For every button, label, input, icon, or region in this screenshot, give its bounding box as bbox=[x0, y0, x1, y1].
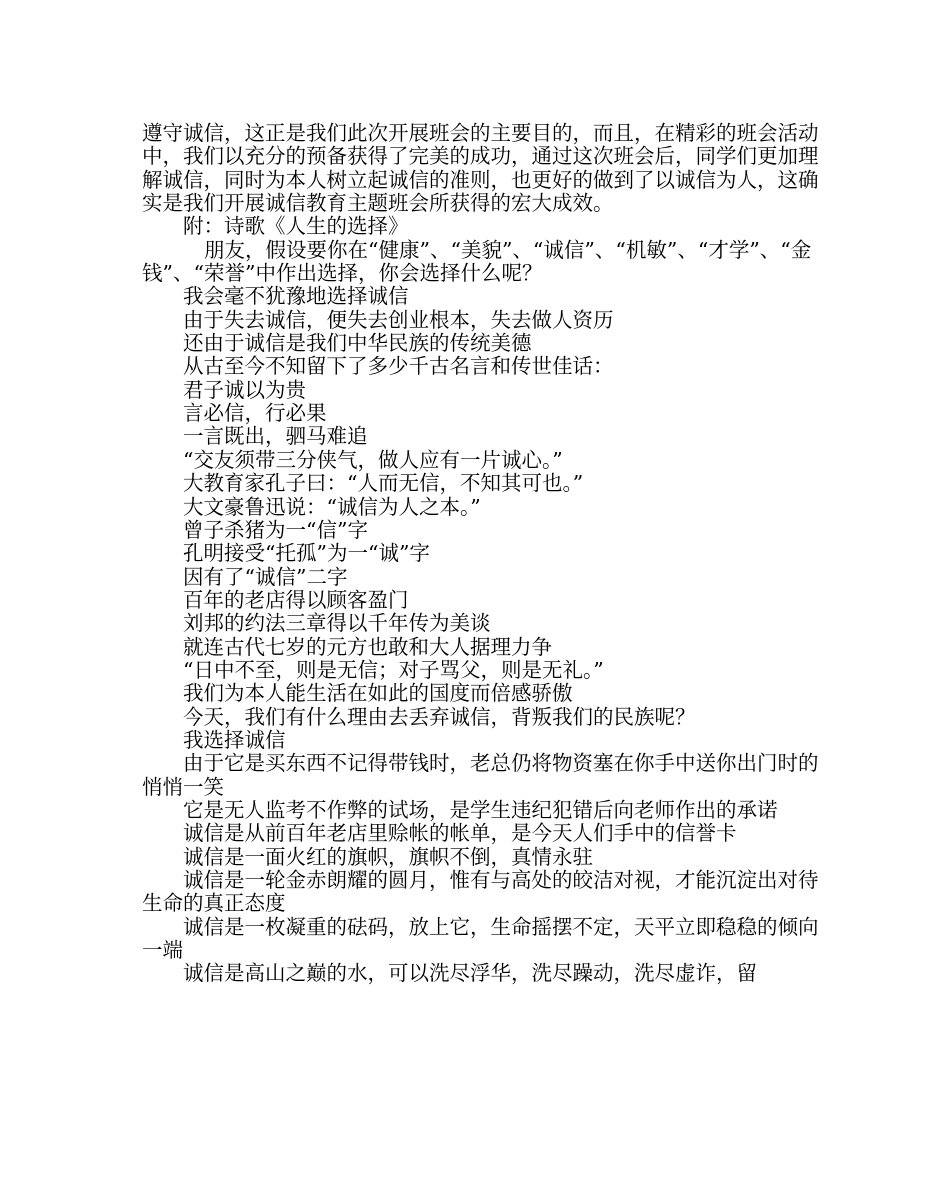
poem-line: 曾子杀猪为一“信”字 bbox=[183, 517, 368, 542]
poem-line: 言必信，行必果 bbox=[183, 401, 327, 426]
poem-line: “交友须带三分侠气，做人应有一片诚心。” bbox=[183, 447, 563, 472]
poem-line: 就连古代七岁的元方也敢和大人据理力争 bbox=[183, 634, 552, 659]
paragraph-summary: 遵守诚信，这正是我们此次开展班会的主要目的，而且，在精彩的班会活动中，我们以充分的预备获得了完美的成功，通过这次班会后，同学们更加理解诚信，同时为本人树立起诚信的准则，也更好的做到了以诚信为人，这确实是我们开展诚信教育主题班会所获得的宏大成效。 bbox=[142, 121, 819, 216]
poem-line: 由于它是买东西不记得带钱时，老总仍将物资塞在你手中送你出门时的悄悄一笑 bbox=[142, 751, 819, 799]
poem-line: 大教育家孔子曰：“人而无信，不知其可也。” bbox=[183, 471, 584, 496]
poem-line: 君子诚以为贵 bbox=[183, 377, 306, 402]
poem-line: 百年的老店得以顾客盈门 bbox=[183, 587, 409, 612]
poem-intro: 朋友，假设要你在“健康”、“美貌”、“诚信”、“机敏”、“才学”、“金钱”、“荣誉”中作出选择，你会选择什么呢？ bbox=[142, 237, 812, 286]
poem-line: 因有了“诚信”二字 bbox=[183, 564, 348, 589]
poem-line: 一言既出，驷马难追 bbox=[183, 424, 368, 449]
poem-line: 诚信是高山之巅的水，可以洗尽浮华，洗尽躁动，洗尽虚诈，留 bbox=[183, 961, 757, 986]
poem-line: 大文豪鲁迅说：“诚信为人之本。” bbox=[183, 494, 481, 519]
poem-line: 我选择诚信 bbox=[183, 727, 286, 752]
poem-line: 它是无人监考不作弊的试场，是学生违纪犯错后向老师作出的承诺 bbox=[183, 797, 778, 822]
poem-line: 诚信是一面火红的旗帜，旗帜不倒，真情永驻 bbox=[183, 844, 593, 869]
document-body bbox=[142, 122, 822, 986]
poem-line: 我们为本人能生活在如此的国度而倍感骄傲 bbox=[183, 681, 573, 706]
poem-line: 我会毫不犹豫地选择诚信 bbox=[183, 284, 409, 309]
poem-line: 由于失去诚信，便失去创业根本，失去做人资历 bbox=[183, 307, 614, 332]
poem-line: 还由于诚信是我们中华民族的传统美德 bbox=[183, 331, 532, 356]
poem-line: 诚信是一枚凝重的砝码，放上它，生命摇摆不定，天平立即稳稳的倾向一端 bbox=[142, 914, 819, 963]
poem-line: 今天，我们有什么理由去丢弃诚信，背叛我们的民族呢？ bbox=[183, 704, 696, 729]
poem-line: 从古至今不知留下了多少千古名言和传世佳话： bbox=[183, 354, 614, 379]
poem-heading: 附：诗歌《人生的选择》 bbox=[183, 214, 409, 239]
poem-line: 刘邦的约法三章得以千年传为美谈 bbox=[183, 611, 491, 636]
poem-line: 诚信是从前百年老店里赊帐的帐单，是今天人们手中的信誉卡 bbox=[183, 821, 737, 846]
poem-line: 诚信是一轮金赤朗耀的圆月，惟有与高处的皎洁对视，才能沉淀出对待生命的真正态度 bbox=[142, 868, 819, 916]
poem-line: “日中不至，则是无信；对子骂父，则是无礼。” bbox=[183, 657, 604, 682]
poem-line: 孔明接受“托孤”为一“诚”字 bbox=[183, 541, 430, 566]
